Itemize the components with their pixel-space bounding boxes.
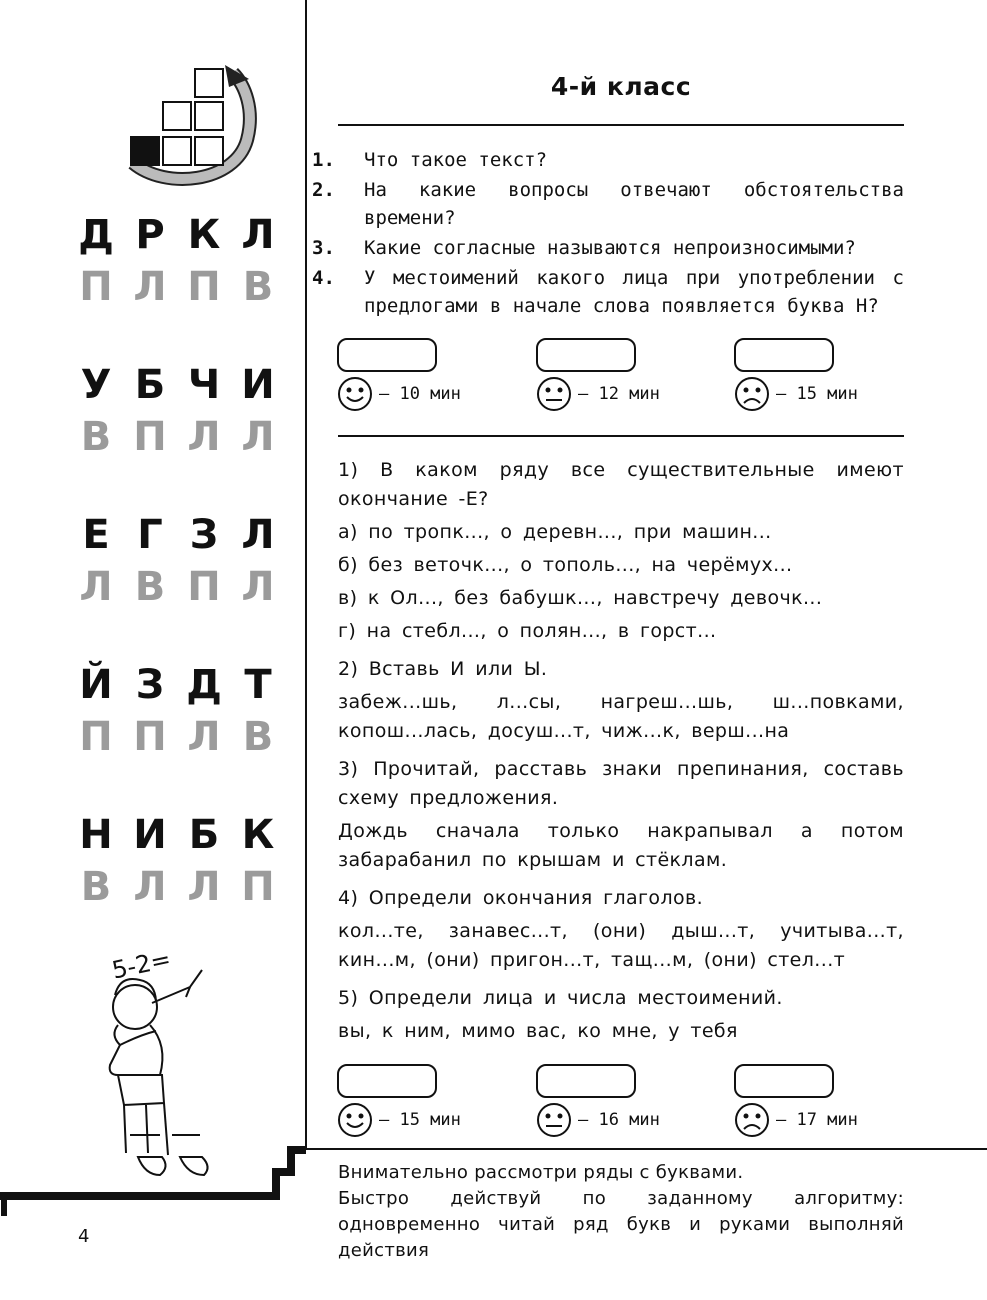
letter: Л: [187, 414, 221, 460]
timer-neutral-bottom: — 16 мин: [536, 1102, 660, 1138]
letter: З: [135, 662, 165, 708]
happy-face-icon: [337, 1102, 373, 1138]
chalk-text: 5-2=: [109, 944, 174, 985]
timer-sad-top: — 15 мин: [734, 376, 858, 412]
letter-row-4-bottom: [62, 714, 292, 760]
letter-row-5-top: [62, 812, 292, 858]
task-1-option-b: б) без веточк..., о тополь..., на черёмух...: [338, 554, 793, 576]
letter: Р: [135, 212, 165, 258]
letter-row-1-top: [62, 212, 292, 258]
letter: Т: [244, 662, 272, 708]
letter: Л: [133, 264, 167, 310]
title-divider: [338, 124, 904, 126]
neutral-face-icon: [536, 376, 572, 412]
task-1-option-c: в) к Ол..., без бабушк..., навстречу девочк...: [338, 587, 823, 609]
boy-at-board-illustration: [90, 935, 230, 1200]
letter: Л: [241, 512, 275, 558]
letter: Б: [134, 362, 166, 408]
letter-row-3-bottom: [62, 564, 292, 610]
letter: Й: [79, 662, 113, 708]
task-4: 4) Определи окончания глаголов.: [338, 887, 704, 909]
letter: П: [187, 564, 221, 610]
sad-face-icon: [734, 1102, 770, 1138]
neutral-face-icon: [536, 1102, 572, 1138]
letter: Г: [137, 512, 163, 558]
page-title: 4-й класс: [550, 72, 692, 101]
letter: П: [187, 264, 221, 310]
answer-box-4[interactable]: [337, 1064, 437, 1098]
letter-row-5-bottom: [62, 864, 292, 910]
letter: Е: [82, 512, 110, 558]
letter: Ч: [187, 362, 221, 408]
letter-row-3-top: [62, 512, 292, 558]
section-divider: [338, 435, 904, 437]
page-number: 4: [78, 1226, 90, 1247]
letter: Б: [188, 812, 220, 858]
letter: Л: [187, 714, 221, 760]
letter: В: [80, 864, 112, 910]
grid-arrow-icon: [125, 65, 260, 190]
letter: В: [134, 564, 166, 610]
task-5-text: вы, к ним, мимо вас, ко мне, у тебя: [338, 1020, 738, 1042]
task-4-text: кол...те, занавес...т, (они) дыш...т, учитыва...т, кин...м, (они) пригон...т, тащ...м, (они) стел...т: [338, 920, 904, 971]
answer-box-1[interactable]: [337, 338, 437, 372]
letter-row-2-bottom: [62, 414, 292, 460]
timer-happy-top: — 10 мин: [337, 376, 461, 412]
question-2: 2. На какие вопросы отвечают обстоятельства времени?: [312, 179, 904, 229]
task-1-option-d: г) на стебл..., о полян..., в горст...: [338, 620, 717, 642]
letter-row-1-bottom: [62, 264, 292, 310]
instructions: [338, 1160, 904, 1264]
instructions-line-2: Быстро действуй по заданному алгоритму: одновременно читай ряд букв и руками выполняй действия: [338, 1188, 904, 1261]
letter: У: [80, 362, 112, 408]
sad-face-icon: [734, 376, 770, 412]
letter: П: [133, 414, 167, 460]
question-4: 4. У местоимений какого лица при употреблении с предлогами в начале слова появляется буква Н?: [312, 267, 904, 317]
task-2-text: забеж...шь, л...сы, нагреш...шь, ш...повками, копош...лась, досуш...т, чиж...к, верш...на: [338, 691, 904, 742]
letter: П: [133, 714, 167, 760]
letter: Д: [186, 662, 222, 708]
tasks-section: [338, 456, 904, 1046]
letter: В: [80, 414, 112, 460]
instructions-line-1: Внимательно рассмотри ряды с буквами.: [338, 1162, 744, 1183]
task-1: 1) В каком ряду все существительные имеют окончание -Е?: [338, 459, 904, 510]
answer-box-6[interactable]: [734, 1064, 834, 1098]
letter: З: [189, 512, 219, 558]
letter: К: [241, 812, 275, 858]
question-1: 1. Что такое текст?: [312, 149, 548, 171]
letter: Н: [79, 812, 113, 858]
letter: Д: [78, 212, 114, 258]
letter: В: [242, 264, 274, 310]
question-3: 3. Какие согласные называются непроизносимыми?: [312, 237, 856, 259]
answer-box-2[interactable]: [536, 338, 636, 372]
letter: И: [241, 362, 275, 408]
letter: К: [187, 212, 221, 258]
timer-neutral-top: — 12 мин: [536, 376, 660, 412]
letter: П: [241, 864, 275, 910]
task-2: 2) Вставь И или Ы.: [338, 658, 548, 680]
bottom-divider: [305, 1148, 987, 1150]
letter: Л: [79, 564, 113, 610]
task-5: 5) Определи лица и числа местоимений.: [338, 987, 783, 1009]
letter: И: [133, 812, 167, 858]
happy-face-icon: [337, 376, 373, 412]
task-3: 3) Прочитай, расставь знаки препинания, составь схему предложения.: [338, 758, 904, 809]
letter: Л: [241, 564, 275, 610]
answer-box-5[interactable]: [536, 1064, 636, 1098]
task-3-text: Дождь сначала только накрапывал а потом забарабанил по крышам и стёклам.: [338, 820, 904, 871]
timer-happy-bottom: — 15 мин: [337, 1102, 461, 1138]
letter: Л: [241, 212, 275, 258]
answer-box-3[interactable]: [734, 338, 834, 372]
letter-row-2-top: [62, 362, 292, 408]
letter-row-4-top: [62, 662, 292, 708]
question-list: [312, 146, 904, 320]
letter: П: [79, 714, 113, 760]
letter: В: [242, 714, 274, 760]
letter: Л: [133, 864, 167, 910]
letter: Л: [241, 414, 275, 460]
timer-sad-bottom: — 17 мин: [734, 1102, 858, 1138]
task-1-option-a: а) по тропк..., о деревн..., при машин...: [338, 521, 772, 543]
letter: Л: [187, 864, 221, 910]
letter: П: [79, 264, 113, 310]
